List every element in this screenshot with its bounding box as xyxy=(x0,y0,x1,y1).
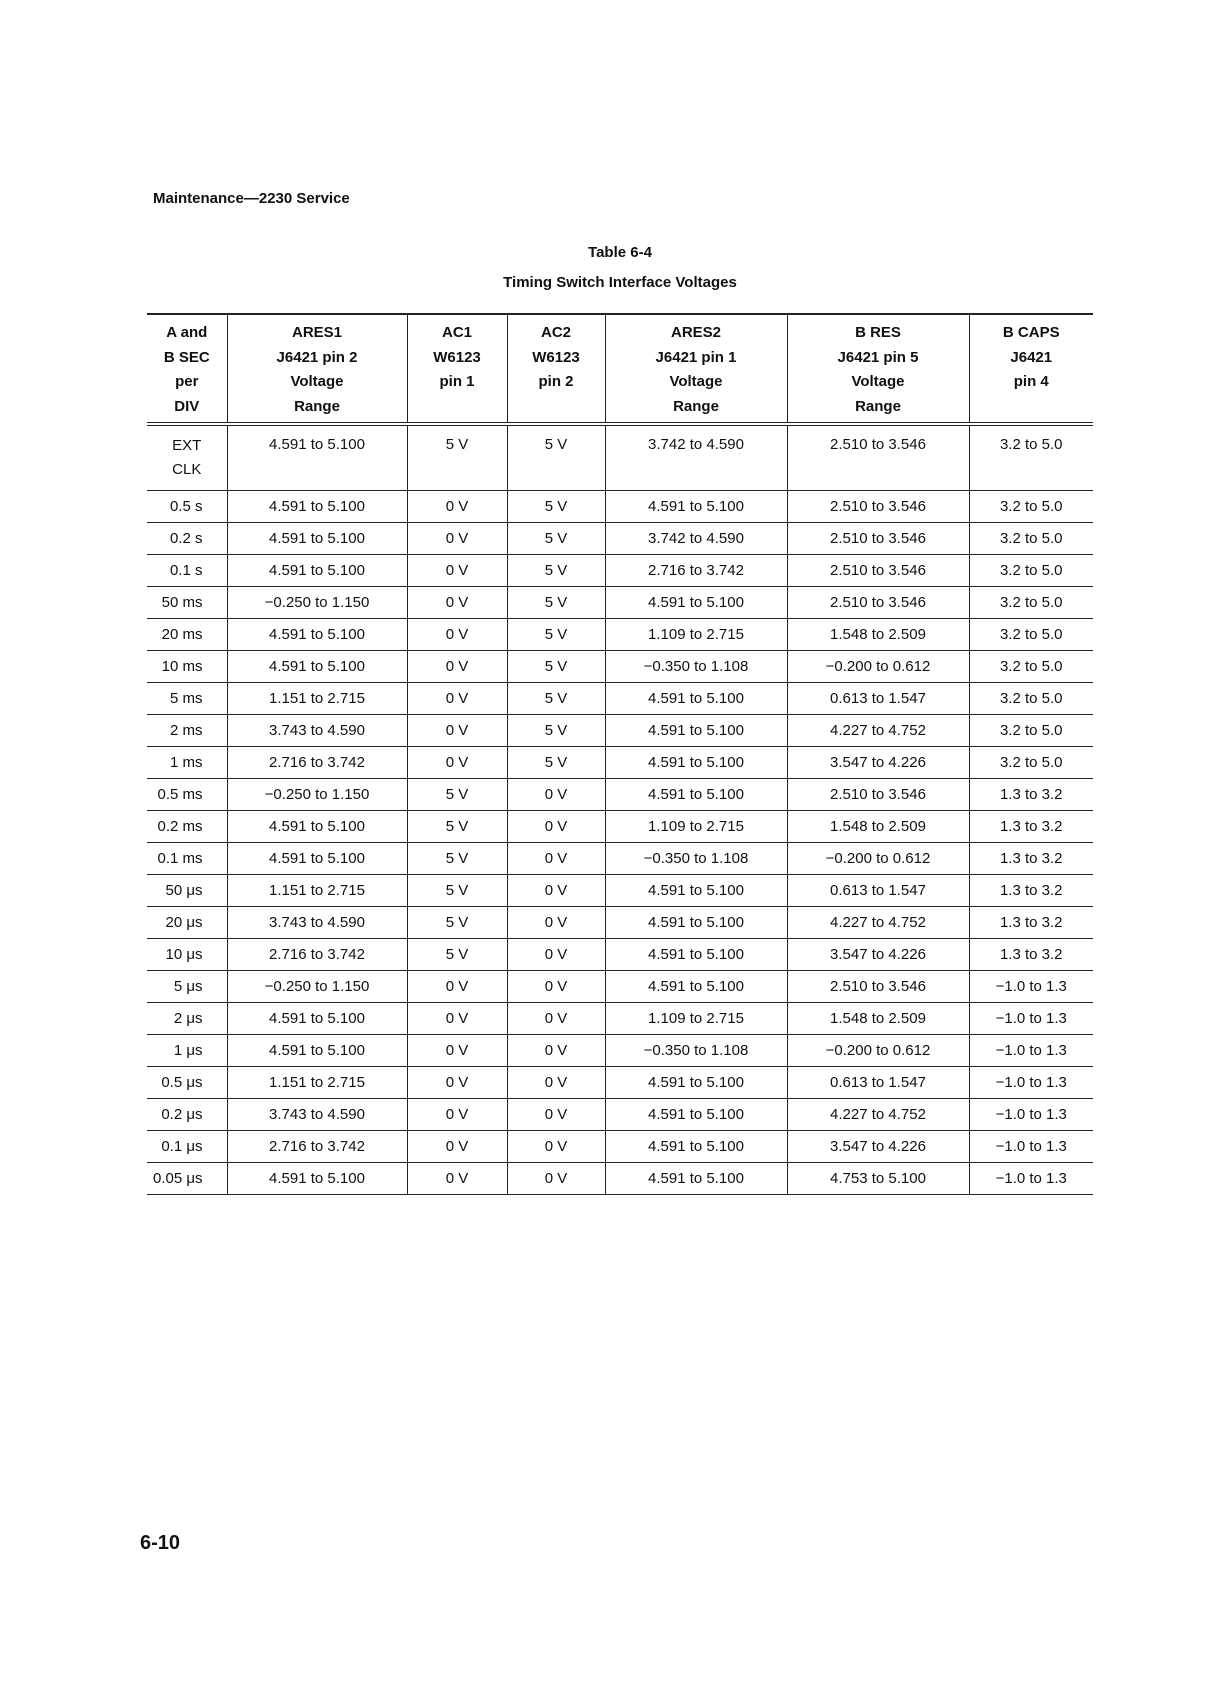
table-cell: 2.510 to 3.546 xyxy=(787,523,969,555)
row-label: 0.05 μs xyxy=(147,1163,227,1195)
page-number: 6-10 xyxy=(140,1532,181,1554)
table-cell: −0.350 to 1.108 xyxy=(605,1035,787,1067)
header-line: AC1 xyxy=(441,324,472,341)
col-header-ac1 xyxy=(407,314,507,424)
table-cell: 4.591 to 5.100 xyxy=(605,875,787,907)
table-cell: 0 V xyxy=(507,1067,605,1099)
table-row xyxy=(147,651,1093,683)
table-cell: 3.2 to 5.0 xyxy=(969,491,1093,523)
header-line: A and xyxy=(166,324,208,341)
header-line: Voltage xyxy=(851,373,905,390)
table-cell: 5 V xyxy=(507,491,605,523)
table-cell: 4.591 to 5.100 xyxy=(227,811,407,843)
table-cell: 3.547 to 4.226 xyxy=(787,747,969,779)
table-row xyxy=(147,939,1093,971)
table-row xyxy=(147,555,1093,587)
header-line: Range xyxy=(294,397,340,415)
table-cell: 1.548 to 2.509 xyxy=(787,619,969,651)
table-cell: 2.716 to 3.742 xyxy=(227,939,407,971)
table-cell: −1.0 to 1.3 xyxy=(969,971,1093,1003)
header-line: Voltage xyxy=(290,373,344,390)
header-row xyxy=(147,314,1093,424)
table-row xyxy=(147,1131,1093,1163)
table-cell: 5 V xyxy=(507,587,605,619)
table-cell: −0.200 to 0.612 xyxy=(787,651,969,683)
table-cell: 3.2 to 5.0 xyxy=(969,683,1093,715)
header-line: Range xyxy=(673,397,719,415)
table-cell: 4.591 to 5.100 xyxy=(227,651,407,683)
table-cell: 4.591 to 5.100 xyxy=(227,1035,407,1067)
table-cell: 1.3 to 3.2 xyxy=(969,779,1093,811)
table-row xyxy=(147,491,1093,523)
table-number: Table 6-4 xyxy=(588,244,652,261)
table-cell: 0 V xyxy=(507,875,605,907)
header-line: J6421 pin 2 xyxy=(276,348,358,366)
header-line: B CAPS xyxy=(1002,324,1060,341)
table-cell: 3.547 to 4.226 xyxy=(787,1131,969,1163)
table-cell: 1.3 to 3.2 xyxy=(969,939,1093,971)
header-line: pin 4 xyxy=(1013,373,1049,390)
table-cell: 2.510 to 3.546 xyxy=(787,424,969,491)
table-row xyxy=(147,683,1093,715)
header-line: B RES xyxy=(855,324,901,341)
table-row xyxy=(147,1067,1093,1099)
table-cell: −1.0 to 1.3 xyxy=(969,1163,1093,1195)
table-row xyxy=(147,619,1093,651)
table-row xyxy=(147,1003,1093,1035)
table-cell: 5 V xyxy=(507,683,605,715)
table-cell: 0 V xyxy=(407,491,507,523)
table-cell: 2.510 to 3.546 xyxy=(787,971,969,1003)
running-head: Maintenance—2230 Service xyxy=(153,190,350,207)
col-header-b-res xyxy=(787,314,969,424)
row-label: 0.2 μs xyxy=(147,1099,227,1131)
table-cell: −1.0 to 1.3 xyxy=(969,1003,1093,1035)
table-cell: 4.591 to 5.100 xyxy=(605,1163,787,1195)
table-cell: 4.591 to 5.100 xyxy=(605,939,787,971)
table-row xyxy=(147,843,1093,875)
table-cell: 4.591 to 5.100 xyxy=(605,1067,787,1099)
header-line: Voltage xyxy=(669,373,723,390)
table-cell: 5 V xyxy=(507,555,605,587)
table-cell: 5 V xyxy=(407,939,507,971)
table-cell: 2.510 to 3.546 xyxy=(787,587,969,619)
table-cell: 2.716 to 3.742 xyxy=(227,1131,407,1163)
table-cell: 4.591 to 5.100 xyxy=(227,523,407,555)
table-cell: 2.716 to 3.742 xyxy=(227,747,407,779)
row-label: 10 μs xyxy=(147,939,227,971)
table-cell: 4.591 to 5.100 xyxy=(227,843,407,875)
table-cell: 4.591 to 5.100 xyxy=(227,1163,407,1195)
table-cell: 1.3 to 3.2 xyxy=(969,811,1093,843)
table-cell: 4.591 to 5.100 xyxy=(605,1099,787,1131)
row-label: 50 μs xyxy=(147,875,227,907)
table-row xyxy=(147,779,1093,811)
table-cell: 5 V xyxy=(407,424,507,491)
table-cell: 3.2 to 5.0 xyxy=(969,424,1093,491)
table-cell: 3.742 to 4.590 xyxy=(605,523,787,555)
table-cell: 0.613 to 1.547 xyxy=(787,1067,969,1099)
table-title: Timing Switch Interface Voltages xyxy=(503,274,737,291)
table-cell: 0 V xyxy=(407,1003,507,1035)
row-label: 20 μs xyxy=(147,907,227,939)
table-cell: 1.109 to 2.715 xyxy=(605,619,787,651)
table-cell: 3.743 to 4.590 xyxy=(227,715,407,747)
table-cell: 4.753 to 5.100 xyxy=(787,1163,969,1195)
table-cell: 0 V xyxy=(507,1003,605,1035)
table-cell: 4.591 to 5.100 xyxy=(605,491,787,523)
table-cell: −0.200 to 0.612 xyxy=(787,1035,969,1067)
table-cell: 5 V xyxy=(507,424,605,491)
header-line: W6123 xyxy=(433,348,481,366)
table-cell: 5 V xyxy=(407,875,507,907)
table-cell: 4.591 to 5.100 xyxy=(605,907,787,939)
table-cell: 3.547 to 4.226 xyxy=(787,939,969,971)
table-cell: 3.2 to 5.0 xyxy=(969,747,1093,779)
table-cell: 4.591 to 5.100 xyxy=(605,779,787,811)
table-cell: 0 V xyxy=(407,555,507,587)
table-row xyxy=(147,875,1093,907)
table-cell: 5 V xyxy=(407,779,507,811)
table-cell: 0.613 to 1.547 xyxy=(787,683,969,715)
row-label: 10 ms xyxy=(147,651,227,683)
table-cell: 0 V xyxy=(507,971,605,1003)
table-cell: 1.548 to 2.509 xyxy=(787,1003,969,1035)
table-cell: 3.2 to 5.0 xyxy=(969,555,1093,587)
table-cell: 0 V xyxy=(407,1035,507,1067)
header-line: DIV xyxy=(174,397,200,415)
table-cell: 4.227 to 4.752 xyxy=(787,907,969,939)
row-label: 0.2 s xyxy=(147,523,227,555)
table-cell: 3.2 to 5.0 xyxy=(969,523,1093,555)
table-cell: 0.613 to 1.547 xyxy=(787,875,969,907)
table-cell: 2.510 to 3.546 xyxy=(787,491,969,523)
col-header-ares1 xyxy=(227,314,407,424)
table-cell: 5 V xyxy=(407,907,507,939)
row-label: 20 ms xyxy=(147,619,227,651)
table-row xyxy=(147,715,1093,747)
table-cell: −0.250 to 1.150 xyxy=(227,779,407,811)
col-header-ac2 xyxy=(507,314,605,424)
table-cell: 0 V xyxy=(507,779,605,811)
col-header-ares2 xyxy=(605,314,787,424)
table-cell: 0 V xyxy=(407,651,507,683)
table-cell: −1.0 to 1.3 xyxy=(969,1099,1093,1131)
table-cell: 4.591 to 5.100 xyxy=(605,971,787,1003)
table-cell: −0.200 to 0.612 xyxy=(787,843,969,875)
table-cell: 5 V xyxy=(507,747,605,779)
row-label: 1 μs xyxy=(147,1035,227,1067)
table-cell: 1.109 to 2.715 xyxy=(605,1003,787,1035)
table-row-ext-clk xyxy=(147,424,1093,491)
header-line: Range xyxy=(855,397,901,415)
table-row xyxy=(147,811,1093,843)
table-cell: 0 V xyxy=(407,683,507,715)
header-line: W6123 xyxy=(532,348,580,366)
col-header-sec-per-div xyxy=(147,314,227,424)
table-cell: 0 V xyxy=(407,1131,507,1163)
table-cell: 3.2 to 5.0 xyxy=(969,619,1093,651)
table-cell: 4.227 to 4.752 xyxy=(787,715,969,747)
table-row xyxy=(147,1163,1093,1195)
table-cell: 3.742 to 4.590 xyxy=(605,424,787,491)
table-cell: 1.3 to 3.2 xyxy=(969,875,1093,907)
header-line: ARES1 xyxy=(291,324,343,341)
row-label: 0.1 s xyxy=(147,555,227,587)
header-line: pin 1 xyxy=(439,373,475,390)
row-label: 5 ms xyxy=(147,683,227,715)
header-line: AC2 xyxy=(540,324,571,341)
table-cell: 1.3 to 3.2 xyxy=(969,907,1093,939)
header-line: ARES2 xyxy=(670,324,722,341)
table-cell: −1.0 to 1.3 xyxy=(969,1067,1093,1099)
table-cell: 4.227 to 4.752 xyxy=(787,1099,969,1131)
table-cell: 4.591 to 5.100 xyxy=(227,1003,407,1035)
table-cell: 0 V xyxy=(407,1099,507,1131)
header-line: J6421 xyxy=(1010,348,1053,366)
table-cell: 2.716 to 3.742 xyxy=(605,555,787,587)
table-cell: 1.109 to 2.715 xyxy=(605,811,787,843)
row-label: 0.1 μs xyxy=(147,1131,227,1163)
table-cell: 4.591 to 5.100 xyxy=(605,587,787,619)
table-cell: 0 V xyxy=(507,1099,605,1131)
header-line: B SEC xyxy=(163,348,210,366)
table-cell: 3.2 to 5.0 xyxy=(969,715,1093,747)
row-label-line: CLK xyxy=(172,461,202,478)
timing-voltage-table xyxy=(147,313,1093,1195)
table-cell: 0 V xyxy=(407,747,507,779)
table-row xyxy=(147,1099,1093,1131)
table-cell: −0.250 to 1.150 xyxy=(227,587,407,619)
table-cell: 3.2 to 5.0 xyxy=(969,651,1093,683)
col-header-b-caps xyxy=(969,314,1093,424)
table-cell: 4.591 to 5.100 xyxy=(227,619,407,651)
table-cell: 4.591 to 5.100 xyxy=(605,747,787,779)
header-line: J6421 pin 1 xyxy=(655,348,737,366)
table-cell: −1.0 to 1.3 xyxy=(969,1131,1093,1163)
table-cell: 0 V xyxy=(407,1163,507,1195)
row-label-line: EXT xyxy=(172,437,202,454)
table-cell: 0 V xyxy=(507,939,605,971)
row-label xyxy=(147,424,227,491)
table-cell: 5 V xyxy=(407,843,507,875)
header-line: per xyxy=(175,373,199,390)
table-cell: 1.3 to 3.2 xyxy=(969,843,1093,875)
table-cell: 3.743 to 4.590 xyxy=(227,907,407,939)
table-cell: 0 V xyxy=(507,907,605,939)
table-row xyxy=(147,971,1093,1003)
table-cell: 0 V xyxy=(407,1067,507,1099)
row-label: 2 ms xyxy=(147,715,227,747)
header-line: pin 2 xyxy=(538,373,574,390)
table-cell: 3.2 to 5.0 xyxy=(969,587,1093,619)
table-cell: 0 V xyxy=(507,1163,605,1195)
table-cell: 5 V xyxy=(507,651,605,683)
table-cell: 2.510 to 3.546 xyxy=(787,555,969,587)
table-cell: 0 V xyxy=(407,619,507,651)
table-cell: 2.510 to 3.546 xyxy=(787,779,969,811)
table-cell: 4.591 to 5.100 xyxy=(227,491,407,523)
table-cell: 0 V xyxy=(407,523,507,555)
table-cell: 4.591 to 5.100 xyxy=(605,683,787,715)
table-cell: 1.151 to 2.715 xyxy=(227,1067,407,1099)
table-cell: −0.350 to 1.108 xyxy=(605,651,787,683)
table-row xyxy=(147,1035,1093,1067)
row-label: 2 μs xyxy=(147,1003,227,1035)
row-label: 5 μs xyxy=(147,971,227,1003)
table-cell: 4.591 to 5.100 xyxy=(605,1131,787,1163)
table-cell: 4.591 to 5.100 xyxy=(605,715,787,747)
table-cell: 5 V xyxy=(507,523,605,555)
table-cell: 4.591 to 5.100 xyxy=(227,424,407,491)
table-cell: 5 V xyxy=(507,619,605,651)
table-cell: −0.350 to 1.108 xyxy=(605,843,787,875)
row-label: 1 ms xyxy=(147,747,227,779)
row-label: 50 ms xyxy=(147,587,227,619)
table-cell: 0 V xyxy=(507,811,605,843)
header-line: J6421 pin 5 xyxy=(837,348,919,366)
table-row xyxy=(147,587,1093,619)
table-cell: 0 V xyxy=(407,971,507,1003)
table-cell: 0 V xyxy=(407,587,507,619)
table-cell: 0 V xyxy=(407,715,507,747)
table-cell: 1.548 to 2.509 xyxy=(787,811,969,843)
row-label: 0.5 μs xyxy=(147,1067,227,1099)
row-label: 0.5 ms xyxy=(147,779,227,811)
table-cell: 5 V xyxy=(407,811,507,843)
table-cell: 3.743 to 4.590 xyxy=(227,1099,407,1131)
table-cell: −0.250 to 1.150 xyxy=(227,971,407,1003)
row-label: 0.2 ms xyxy=(147,811,227,843)
table-cell: 0 V xyxy=(507,1131,605,1163)
table-cell: −1.0 to 1.3 xyxy=(969,1035,1093,1067)
table-cell: 1.151 to 2.715 xyxy=(227,875,407,907)
table-cell: 5 V xyxy=(507,715,605,747)
table-row xyxy=(147,907,1093,939)
table-cell: 1.151 to 2.715 xyxy=(227,683,407,715)
table-cell: 0 V xyxy=(507,843,605,875)
table-row xyxy=(147,747,1093,779)
table-cell: 0 V xyxy=(507,1035,605,1067)
row-label: 0.1 ms xyxy=(147,843,227,875)
table-cell: 4.591 to 5.100 xyxy=(227,555,407,587)
table-row xyxy=(147,523,1093,555)
row-label: 0.5 s xyxy=(147,491,227,523)
